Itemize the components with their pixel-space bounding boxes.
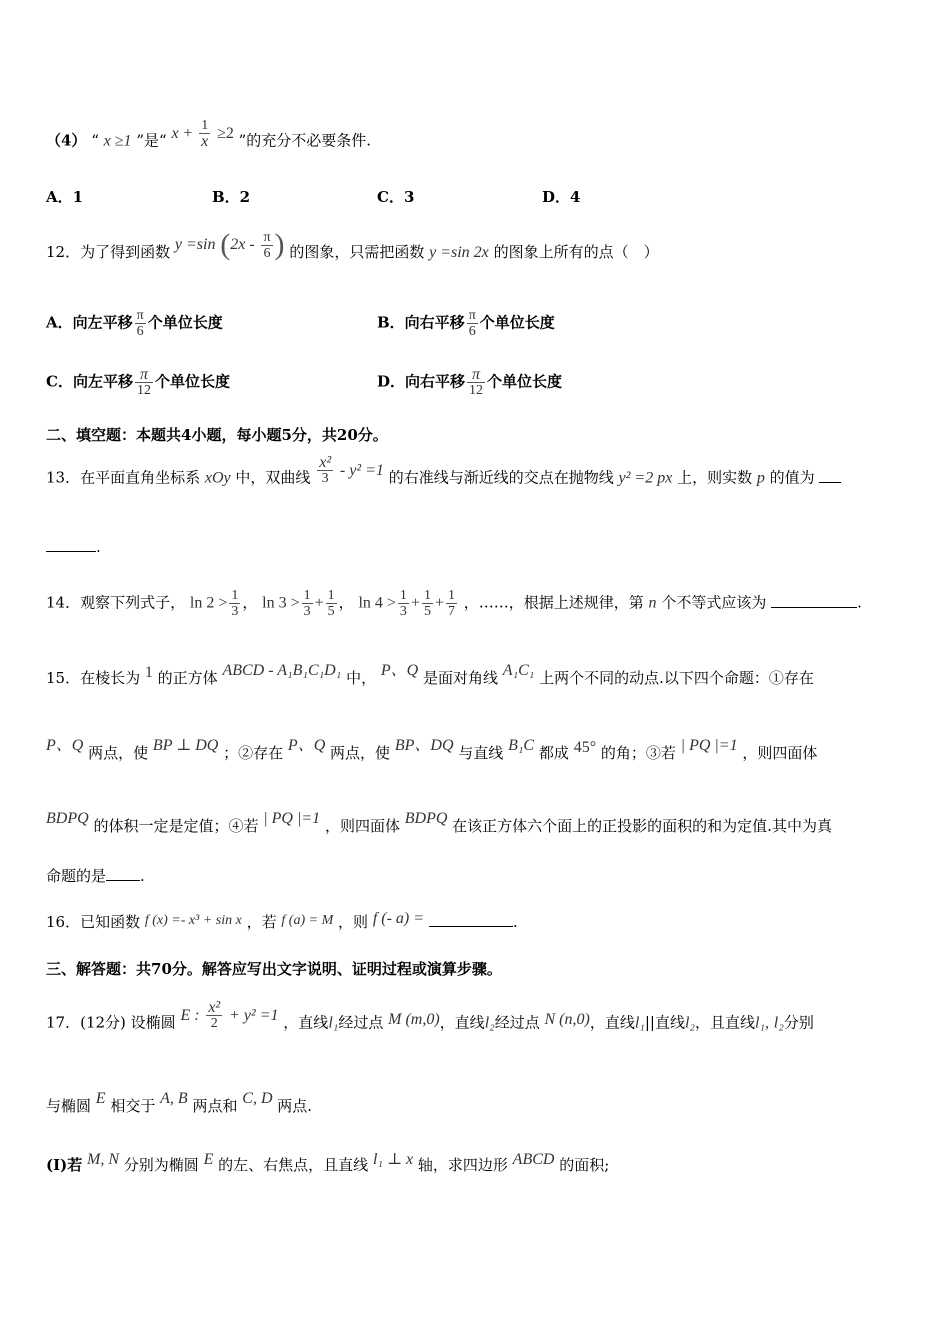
math-coord: xOy (204, 469, 231, 487)
q14-stem (46, 588, 862, 619)
q13-continue (46, 537, 101, 556)
frac-den: 6 (136, 324, 144, 339)
part-label: (I)若 (46, 1156, 83, 1174)
text: 13．在平面直角坐标系 (46, 468, 201, 487)
text: 的角；③若 (600, 744, 676, 762)
q12-option-c (46, 367, 230, 398)
math-e: E (203, 1151, 214, 1168)
fraction (467, 367, 485, 398)
text: 命题的是 (46, 867, 107, 885)
math-cd: C, D (242, 1090, 273, 1107)
option-c: C．3 (377, 188, 415, 206)
math-ellipse-lhs: E : (180, 1006, 200, 1024)
text: 在该正方体六个面上的正投影的面积的和为定值.其中为真 (452, 817, 832, 835)
text: . (512, 913, 518, 931)
plus: + (410, 594, 420, 612)
text: 的图象上所有的点（ ） (493, 243, 659, 261)
plus: + (314, 594, 324, 612)
math-perp: BP ⊥ DQ (152, 737, 219, 754)
text: 上两个不同的动点.以下四个命题：①存在 (539, 669, 814, 687)
math-cube: ABCD - A₁B₁C₁D₁ (222, 662, 342, 679)
fraction (446, 588, 457, 619)
sep: ， (242, 593, 258, 612)
frac-num: x² (319, 454, 332, 471)
q16-stem (46, 911, 518, 932)
math-l1: l₁ (328, 1014, 339, 1032)
math-lines: BP、DQ (394, 737, 454, 754)
text: ，直线 (283, 1013, 329, 1032)
math-l2: l₂ (773, 1014, 784, 1032)
math-pq: P、Q (287, 737, 326, 754)
math-inner: 2x - (230, 236, 255, 253)
math-ac: A₁C₁ (502, 662, 535, 679)
math-plus: + (183, 124, 193, 142)
fraction (229, 588, 240, 619)
text: 两点，使 (88, 744, 149, 762)
math-ellipse-rest: + y² =1 (229, 1006, 279, 1024)
q17-line2 (46, 1090, 313, 1116)
math-func2: y =sin 2x (429, 244, 489, 261)
frac-den: 12 (469, 383, 484, 398)
opt-pre: D．向右平移 (377, 372, 466, 391)
q11-item4 (46, 118, 372, 157)
frac-den: x (201, 133, 209, 150)
text: ，直线 (589, 1013, 635, 1032)
section-3-title: 三、解答题：共70分。解答应写出文字说明、证明过程或演算步骤。 (46, 960, 502, 978)
math-e: E (95, 1090, 106, 1107)
text: 经过点 (494, 1013, 540, 1032)
math-point-n: N (n,0) (544, 1010, 590, 1028)
text: ，……，根据上述规律，第 (463, 593, 644, 612)
text: 相交于 (110, 1097, 156, 1115)
frac-num: 1 (199, 118, 210, 134)
math-x: x (171, 124, 179, 142)
text: 的正方体 (157, 669, 218, 687)
frac-num: 1 (327, 588, 335, 603)
text: 的左、右焦点，且直线 (218, 1156, 369, 1174)
q12-option-d (377, 367, 562, 398)
frac-den: 3 (231, 604, 239, 619)
frac-num: 1 (447, 588, 455, 603)
q12-stem (46, 228, 659, 270)
math-abs: | PQ |=1 (680, 737, 738, 754)
frac-den: 2 (210, 1016, 218, 1031)
text: 与直线 (458, 744, 504, 762)
frac-num: 1 (303, 588, 311, 603)
opt-post: 个单位长度 (487, 372, 563, 391)
math-perp: l₁ ⊥ x (372, 1151, 414, 1168)
math-expr: ln 2 > (189, 594, 228, 612)
section-2-title: 二、填空题：本题共4小题，每小题5分，共20分。 (46, 426, 388, 444)
text: 12．为了得到函数 (46, 243, 171, 261)
fraction (326, 588, 337, 619)
math-parabola: y² =2 px (618, 469, 673, 487)
text: ，且直线 (694, 1013, 755, 1032)
answer-blank[interactable] (819, 468, 841, 483)
q15-line3 (46, 810, 832, 836)
math-bdpq: BDPQ (46, 810, 89, 827)
text: 两点. (277, 1097, 313, 1115)
text: ；②存在 (223, 744, 284, 762)
fraction (398, 588, 409, 619)
math-bdpq: BDPQ (404, 810, 448, 827)
fraction (261, 230, 272, 261)
q15-line2 (46, 737, 818, 763)
text: 的体积一定是定值；④若 (93, 817, 259, 835)
text: ，若 (246, 913, 277, 931)
answer-blank[interactable] (429, 912, 513, 927)
frac-num: π (467, 367, 485, 383)
opt-pre: B．向右平移 (377, 313, 465, 332)
opt-post: 个单位长度 (147, 313, 223, 332)
frac-den: 6 (263, 245, 271, 261)
math-one: 1 (144, 664, 153, 681)
text: 16．已知函数 (46, 913, 141, 931)
text: 的值为 (769, 468, 815, 487)
math-l1: l₁, (755, 1014, 770, 1032)
text: 17．(12分) 设椭圆 (46, 1013, 176, 1032)
text: 分别为椭圆 (123, 1156, 199, 1174)
sep: ， (338, 593, 354, 612)
option-a: A．1 (46, 188, 84, 206)
opt-post: 个单位长度 (154, 372, 230, 391)
condition-math: x ≥1 (103, 132, 132, 150)
text: ，直线 (439, 1013, 485, 1032)
q17-line1 (46, 999, 814, 1039)
opt-pre: A．向左平移 (46, 313, 133, 332)
math-p: p (756, 469, 765, 487)
fraction (422, 588, 433, 619)
math-n: n (648, 594, 657, 612)
paren: ( (220, 228, 231, 261)
frac-num: 1 (423, 588, 431, 603)
text: 轴，求四边形 (417, 1156, 508, 1174)
answer-blank[interactable] (106, 866, 140, 881)
frac-num: π (136, 308, 144, 323)
option-d: D．4 (542, 188, 581, 206)
fraction (317, 455, 333, 486)
frac-num: 1 (231, 588, 239, 603)
paren: ) (274, 228, 285, 261)
fraction (135, 308, 146, 339)
math-degree: 45° (573, 739, 597, 756)
math-l1: l₁ (634, 1014, 645, 1032)
text: ”的充分不必要条件. (238, 131, 372, 150)
fraction (302, 588, 313, 619)
frac-num: 1 (399, 588, 407, 603)
answer-blank[interactable] (46, 537, 96, 552)
opt-post: 个单位长度 (479, 313, 555, 332)
frac-den: 6 (468, 324, 476, 339)
fraction (467, 308, 478, 339)
math-pq: P、Q (380, 662, 419, 679)
text: 个不等式应该为 (661, 593, 767, 612)
text: 与椭圆 (46, 1097, 92, 1115)
text: 的面积; (559, 1156, 610, 1174)
item-label: （4） (46, 131, 87, 150)
frac-den: 5 (327, 604, 335, 619)
math-func: f (x) =- x³ + sin x (144, 913, 242, 928)
frac-den: 5 (423, 604, 431, 619)
math-point-m: M (m,0) (388, 1010, 440, 1028)
frac-den: 12 (136, 383, 151, 398)
math-expr: ln 4 > (358, 594, 396, 612)
plus: + (434, 594, 444, 612)
q15-line1 (46, 662, 814, 688)
frac-den: 7 (447, 604, 455, 619)
text: 分别 (783, 1013, 814, 1032)
text: . (140, 867, 145, 885)
opt-pre: C．向左平移 (46, 372, 133, 391)
fraction (135, 367, 153, 398)
frac-den: 3 (303, 604, 311, 619)
math-fna: f (- a) = (372, 910, 425, 927)
math-hyperbola: - y² =1 (339, 461, 384, 479)
frac-num: π (135, 367, 153, 383)
text: 中，双曲线 (235, 468, 311, 487)
math-ab: A, B (160, 1090, 188, 1107)
math-l2: l₂ (484, 1014, 495, 1032)
fraction (206, 1000, 222, 1031)
math-fa: f (a) = M (281, 913, 334, 928)
math-l2: l₂ (684, 1014, 695, 1032)
text: 的图象，只需把函数 (289, 243, 425, 261)
text: ，则四面体 (742, 744, 818, 762)
math-func: y =sin (174, 236, 216, 253)
text: 是面对角线 (423, 669, 499, 687)
text: ，则四面体 (324, 817, 400, 835)
text: 14．观察下列式子， (46, 593, 186, 612)
q17-part1 (46, 1151, 610, 1175)
frac-den: 3 (399, 604, 407, 619)
quote: “ (91, 131, 99, 150)
text: 都成 (538, 744, 569, 762)
q13-stem (46, 454, 841, 494)
math-expr: ln 3 > (262, 594, 300, 612)
text: 中， (346, 669, 377, 687)
math-ge: ≥2 (217, 124, 234, 142)
fraction (199, 118, 210, 149)
text: ||直线 (644, 1013, 685, 1032)
math-pq: P、Q (46, 737, 84, 754)
text: . (857, 593, 862, 612)
q12-option-b (377, 308, 555, 339)
frac-num: π (468, 308, 476, 323)
math-abcd: ABCD (512, 1151, 555, 1168)
text: 的右准线与渐近线的交点在抛物线 (388, 468, 614, 487)
text: 15．在棱长为 (46, 669, 141, 687)
q15-line4 (46, 865, 145, 886)
option-b: B．2 (212, 188, 251, 206)
text: 两点和 (192, 1097, 238, 1115)
answer-blank[interactable] (771, 593, 857, 608)
frac-num: π (263, 229, 271, 245)
text: . (96, 538, 101, 556)
text: 上，则实数 (677, 468, 753, 487)
quote: ”是“ (136, 131, 167, 150)
math-b1c: B₁C (508, 737, 535, 754)
text: 经过点 (338, 1013, 384, 1032)
text: ，则 (338, 913, 369, 931)
q12-option-a (46, 308, 223, 339)
math-abs: | PQ |=1 (263, 810, 321, 827)
math-mn: M, N (87, 1151, 119, 1168)
text: 两点，使 (330, 744, 391, 762)
frac-den: 3 (321, 471, 329, 486)
frac-num: x² (208, 999, 221, 1016)
